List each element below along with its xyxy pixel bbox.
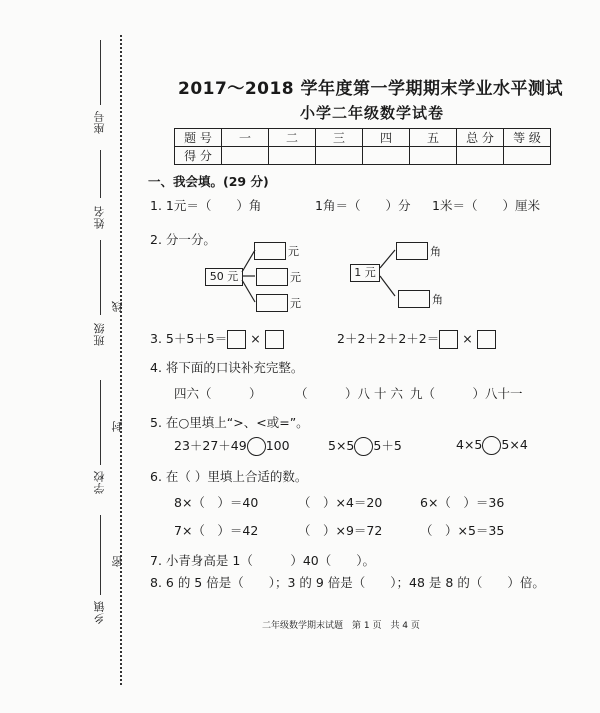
page-footer: 二年级数学期末试题 第 1 页 共 4 页 (262, 621, 420, 631)
q5-label: 5. 在○里填上“>、<或=”。 (150, 415, 309, 430)
name-label: 姓名 (93, 205, 106, 229)
score-cell[interactable] (269, 147, 316, 165)
q2-right-blank-bot[interactable] (398, 290, 430, 308)
q2-right-root: 1 元 (350, 264, 380, 282)
score-cell[interactable] (410, 147, 457, 165)
q5-a (174, 436, 290, 456)
line-word: 线 (111, 300, 124, 312)
score-header-cell: 四 (363, 129, 410, 147)
secret-word: 密 (111, 555, 124, 567)
q2-right-unit-top: 角 (430, 245, 441, 258)
section-1-heading: 一、我会填。(29 分) (148, 174, 269, 189)
score-header-cell: 二 (269, 129, 316, 147)
score-header-cell: 三 (316, 129, 363, 147)
q6-r2-c: （ ）×5＝35 (420, 523, 505, 538)
score-header-cell: 一 (222, 129, 269, 147)
q2-left-unit-top: 元 (288, 245, 299, 258)
q5-c-right: 5×4 (501, 437, 528, 452)
name-line (100, 150, 102, 198)
q6-r2-b: （ ）×9＝72 (298, 523, 383, 538)
score-table-header-row (175, 129, 551, 147)
q3-blank-b2[interactable] (477, 330, 496, 349)
q6-label: 6. 在（ ）里填上合适的数。 (150, 469, 308, 484)
school-label: 学校 (93, 470, 106, 494)
q4-b: （ ）八 十 六 (295, 386, 403, 401)
exam-subtitle: 小学二年级数学试卷 (300, 104, 445, 122)
q6-r2-a: 7×（ ）＝42 (174, 523, 259, 538)
q5-a-left: 23＋27＋49 (174, 438, 247, 453)
q3-expression-b: 2＋2＋2＋2＋2＝ (337, 331, 440, 346)
class-line (100, 240, 102, 315)
q7-text: 7. 小青身高是 1（ ）40（ ）。 (150, 553, 375, 568)
q2-right-blank-top[interactable] (396, 242, 428, 260)
score-cell[interactable] (222, 147, 269, 165)
q3-row (150, 329, 284, 349)
q2-left-unit-bot: 元 (290, 297, 301, 310)
q3-row-b (337, 329, 496, 349)
score-cell[interactable] (504, 147, 551, 165)
q4-a: 四六（ ） (174, 386, 262, 401)
q2-left-blank-bot[interactable] (256, 294, 288, 312)
q2-left-unit-mid: 元 (290, 271, 301, 284)
q5-c (456, 436, 528, 455)
q3-blank-a1[interactable] (227, 330, 246, 349)
score-cell[interactable] (363, 147, 410, 165)
q1-jiao-fen: 1角＝（ ）分 (315, 198, 411, 213)
score-cell[interactable] (316, 147, 363, 165)
score-header-cell: 等 级 (504, 129, 551, 147)
score-table-score-row (175, 147, 551, 165)
binding-dotted-line (120, 35, 122, 685)
q3-times-b: × (462, 331, 473, 346)
score-row-label: 得 分 (175, 147, 222, 165)
q5-a-circle[interactable] (247, 437, 266, 456)
q5-b-right: 5＋5 (373, 438, 402, 453)
exam-title: 2017～2018 学年度第一学期期末学业水平测试 (178, 79, 564, 99)
q5-a-right: 100 (265, 438, 290, 453)
town-label: 乡镇 (93, 600, 106, 624)
q4-c: 九（ ）八十一 (410, 386, 523, 401)
school-line (100, 380, 102, 465)
score-header-cell: 五 (410, 129, 457, 147)
q5-b-circle[interactable] (354, 437, 373, 456)
q6-r1-a: 8×（ ）＝40 (174, 495, 259, 510)
q2-label: 2. 分一分。 (150, 232, 216, 247)
score-cell[interactable] (457, 147, 504, 165)
q5-b-left: 5×5 (328, 438, 355, 453)
exam-no-line (100, 40, 102, 105)
town-line (100, 515, 102, 595)
q5-c-left: 4×5 (456, 437, 483, 452)
q2-left-blank-top[interactable] (254, 242, 286, 260)
score-table (174, 128, 551, 165)
score-header-cell: 题 号 (175, 129, 222, 147)
q1-yuan-jiao: 1. 1元＝（ ）角 (150, 198, 262, 213)
class-label: 班级 (93, 322, 106, 346)
q2-left-blank-mid[interactable] (256, 268, 288, 286)
q8-text: 8. 6 的 5 倍是（ ）；3 的 9 倍是（ ）；48 是 8 的（ ）倍。 (150, 575, 545, 590)
score-header-cell: 总 分 (457, 129, 504, 147)
q6-r1-b: （ ）×4＝20 (298, 495, 383, 510)
q2-left-root: 50 元 (205, 268, 243, 286)
q6-r1-c: 6×（ ）＝36 (420, 495, 505, 510)
q3-expression-a: 3. 5＋5＋5＝ (150, 331, 228, 346)
q5-b (328, 436, 402, 456)
q3-times-a: × (250, 331, 261, 346)
q5-c-circle[interactable] (482, 436, 501, 455)
q3-blank-b1[interactable] (439, 330, 458, 349)
q3-blank-a2[interactable] (265, 330, 284, 349)
exam-no-label: 座号 (93, 110, 106, 134)
q4-label: 4. 将下面的口诀补充完整。 (150, 360, 304, 375)
q2-right-unit-bot: 角 (432, 293, 443, 306)
q1-mi-limi: 1米＝（ ）厘米 (432, 198, 540, 213)
seal-word: 封 (111, 420, 124, 432)
